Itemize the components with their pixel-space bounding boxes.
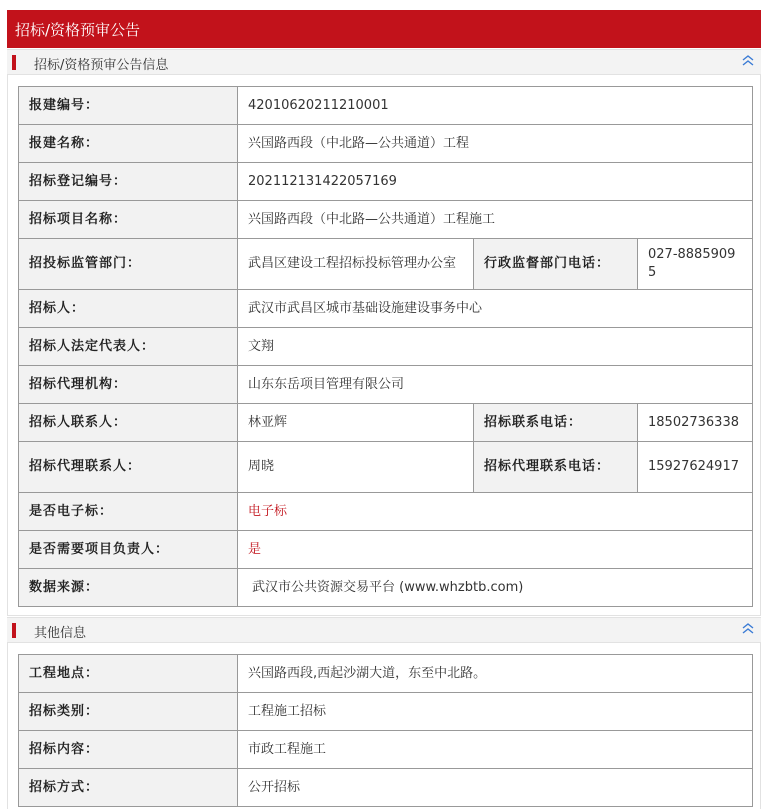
category-value: 工程施工招标 [238, 693, 753, 731]
table-row [19, 531, 753, 569]
admin-phone-value: 027-88859095 [638, 239, 753, 290]
field-label: 是否电子标： [19, 493, 238, 531]
field-label: 数据来源： [19, 569, 238, 607]
project-name-value: 兴国路西段（中北路—公共通道）工程 [238, 125, 753, 163]
table-row [19, 769, 753, 807]
table-row [19, 493, 753, 531]
data-source-value: 武汉市公共资源交易平台 (www.whzbtb.com) [238, 569, 753, 607]
table-row [19, 201, 753, 239]
field-label: 报建编号： [19, 87, 238, 125]
table-row [19, 87, 753, 125]
supervisor-value: 武昌区建设工程招标投标管理办公室 [238, 239, 474, 290]
field-label: 招标内容： [19, 731, 238, 769]
section-header-other-info [7, 617, 761, 643]
field-label: 招标人法定代表人： [19, 328, 238, 366]
table-row [19, 125, 753, 163]
table-row [19, 366, 753, 404]
section-body-bid-info [7, 75, 761, 616]
field-label: 工程地点： [19, 655, 238, 693]
section-header-bid-info [7, 49, 761, 75]
contact-value: 林亚辉 [238, 404, 474, 442]
agency-value: 山东东岳项目管理有限公司 [238, 366, 753, 404]
field-label: 报建名称： [19, 125, 238, 163]
table-row [19, 239, 753, 290]
table-row [19, 328, 753, 366]
double-chevron-up-icon[interactable] [741, 620, 755, 638]
contact-phone-value: 18502736338 [638, 404, 753, 442]
field-label: 招投标监管部门： [19, 239, 238, 290]
content-value: 市政工程施工 [238, 731, 753, 769]
table-row [19, 693, 753, 731]
field-label: 招标类别： [19, 693, 238, 731]
section-marker [12, 55, 16, 70]
method-value: 公开招标 [238, 769, 753, 807]
bid-info-table [18, 86, 753, 607]
section-title: 招标/资格预审公告信息 [34, 58, 169, 73]
double-chevron-up-icon[interactable] [741, 52, 755, 70]
section-body-other-info [7, 643, 761, 809]
table-row [19, 163, 753, 201]
field-label: 是否需要项目负责人： [19, 531, 238, 569]
field-label: 招标登记编号： [19, 163, 238, 201]
electronic-bid-value: 电子标 [238, 493, 753, 531]
other-info-table [18, 654, 753, 807]
tender-item-name-value: 兴国路西段（中北路—公共通道）工程施工 [238, 201, 753, 239]
location-value: 兴国路西段,西起沙湖大道，东至中北路。 [238, 655, 753, 693]
field-label: 招标项目名称： [19, 201, 238, 239]
field-label: 招标代理联系人： [19, 442, 238, 493]
field-label: 行政监督部门电话： [474, 239, 638, 290]
field-label: 招标联系电话： [474, 404, 638, 442]
need-manager-value: 是 [238, 531, 753, 569]
table-row [19, 290, 753, 328]
field-label: 招标人联系人： [19, 404, 238, 442]
registration-number-value: 202112131422057169 [238, 163, 753, 201]
page-title: 招标/资格预审公告 [7, 10, 761, 48]
legal-representative-value: 文翔 [238, 328, 753, 366]
field-label: 招标代理机构： [19, 366, 238, 404]
agency-phone-value: 15927624917 [638, 442, 753, 493]
section-marker [12, 623, 16, 638]
agency-contact-value: 周晓 [238, 442, 474, 493]
section-title: 其他信息 [34, 626, 87, 641]
table-row [19, 404, 753, 442]
table-row [19, 442, 753, 493]
tenderer-value: 武汉市武昌区城市基础设施建设事务中心 [238, 290, 753, 328]
table-row [19, 569, 753, 607]
table-row [19, 655, 753, 693]
field-label: 招标代理联系电话： [474, 442, 638, 493]
field-label: 招标人： [19, 290, 238, 328]
field-label: 招标方式： [19, 769, 238, 807]
project-number-value: 42010620211210001 [238, 87, 753, 125]
table-row [19, 731, 753, 769]
